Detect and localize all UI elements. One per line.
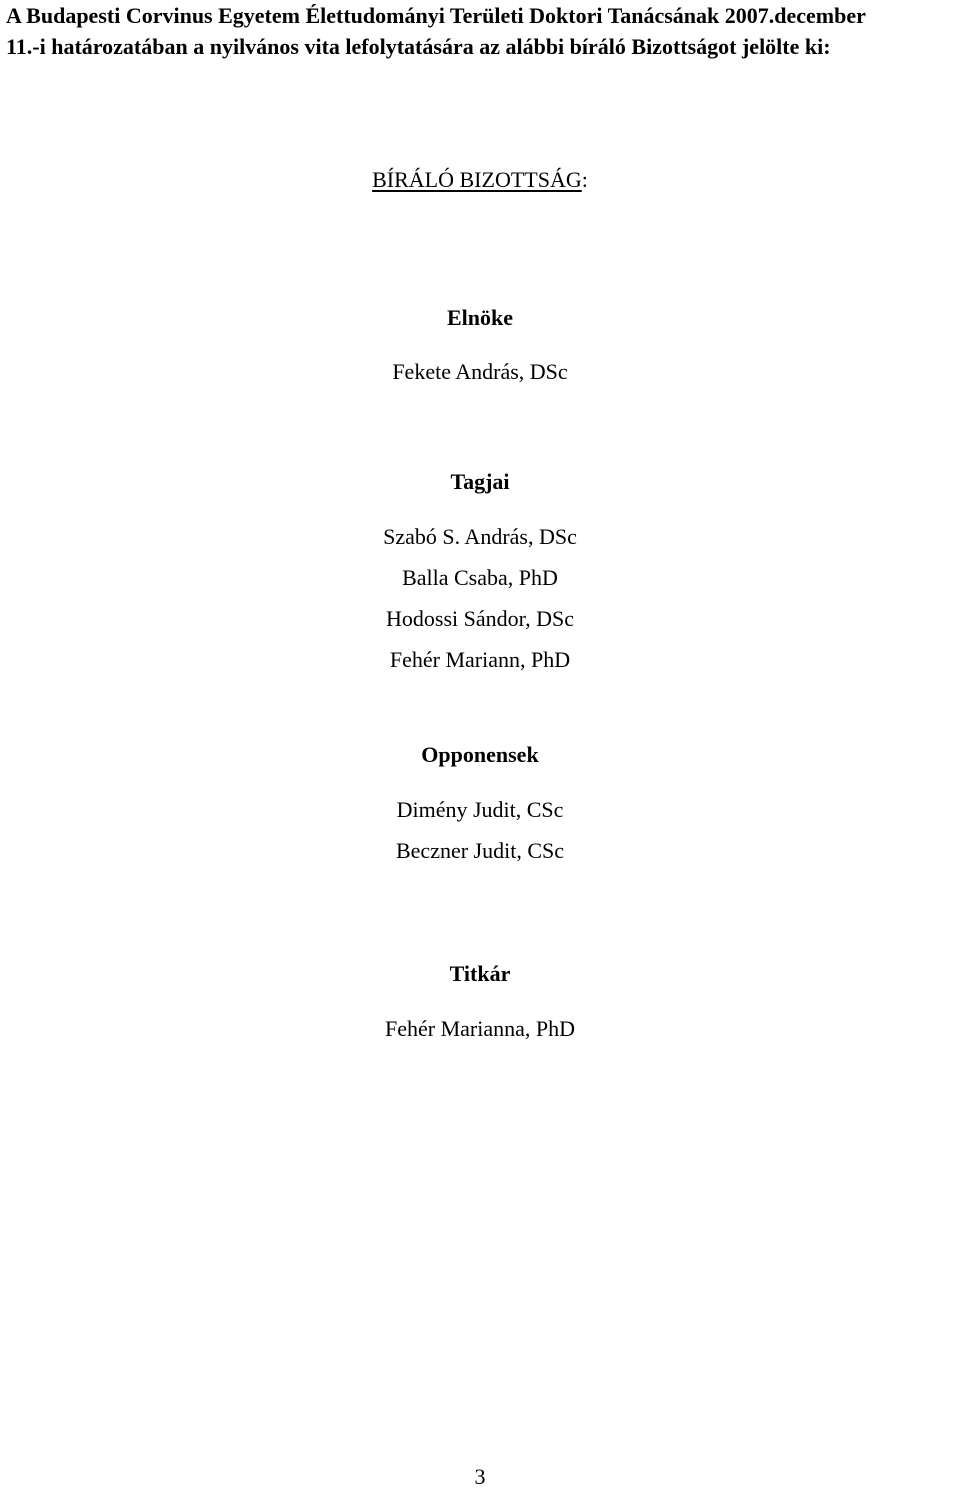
member-name: Balla Csaba, PhD [402, 565, 558, 590]
chair-name: Fekete András, DSc [392, 359, 568, 384]
opponents-label: Opponensek [421, 742, 539, 767]
members-label: Tagjai [450, 469, 510, 494]
chair-label: Elnöke [446, 305, 514, 330]
member-name: Fehér Mariann, PhD [389, 647, 571, 672]
opponent-name: Beczner Judit, CSc [395, 838, 565, 863]
member-name: Hodossi Sándor, DSc [386, 606, 574, 631]
secretary-label: Titkár [449, 961, 511, 986]
secretary-name: Fehér Marianna, PhD [384, 1016, 575, 1041]
committee-heading [0, 166, 960, 194]
member-name: Szabó S. András, DSc [383, 524, 577, 549]
page-number: 3 [474, 1464, 486, 1489]
intro-paragraph [6, 0, 956, 62]
committee-heading-colon: : [581, 167, 588, 192]
intro-line-2: 11.-i határozatában a nyilvános vita lefolytatására az alábbi bíráló Bizottságot jelölte ki: [6, 34, 831, 59]
intro-line-1: A Budapesti Corvinus Egyetem Élettudományi Területi Doktori Tanácsának 2007.december [6, 3, 866, 28]
committee-heading-text: BÍRÁLÓ BIZOTTSÁG [372, 167, 582, 192]
opponent-name: Dimény Judit, CSc [396, 797, 564, 822]
